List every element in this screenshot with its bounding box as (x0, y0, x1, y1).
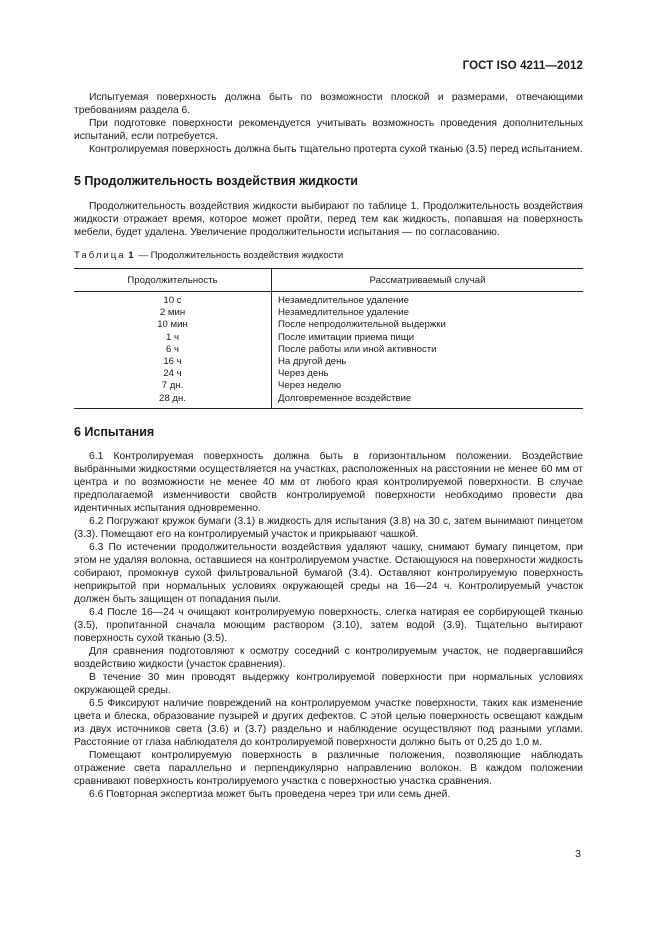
duration-cell: 1 ч (74, 332, 272, 344)
duration-table (74, 268, 583, 409)
page-number: 3 (575, 848, 581, 860)
case-cell: Незамедлительное удаление (278, 295, 409, 306)
table-row (74, 332, 583, 344)
duration-cell: 10 мин (74, 319, 272, 331)
duration-cell: 24 ч (74, 368, 272, 380)
case-cell: После имитации приема пищи (278, 331, 415, 343)
section-6-paragraph: Для сравнения подготовляют к осмотру соседний с контролируемым участок, не подвергавшийся воздействию жидкости (участок сравнения). (74, 645, 583, 670)
table-caption-number: 1 (128, 250, 134, 261)
case-cell: На другой день (278, 356, 347, 368)
table-header-row (74, 269, 583, 292)
section-6-paragraph: 6.2 Погружают кружок бумаги (3.1) в жидкость для испытания (3.8) на 30 с, затем вынимают пинцетом (3.3). Помещают его на контролируемый участок и прикрывают чашкой. (74, 515, 583, 540)
section-6-paragraph: 6.4 После 16—24 ч очищают контролируемую поверхность, слегка натирая ее сорбирующей тканью (3.5), пропитанной сначала моющим раствором (3.10), затем водой (3.9). Тщательно вытирают поверхность сухой тканью (3.5). (74, 606, 583, 644)
table-row (74, 292, 583, 308)
table-caption-text: — Продолжительность воздействия жидкости (138, 250, 344, 261)
table-row (74, 393, 583, 409)
column-header-case: Рассматриваемый случай (272, 269, 584, 292)
section-6-paragraph: 6.6 Повторная экспертиза может быть проведена через три или семь дней. (89, 788, 451, 800)
section-6-heading: 6 Испытания (74, 424, 155, 439)
intro-paragraph: При подготовке поверхности рекомендуется учитывать возможность проведения дополнительных испытаний, если потребуется. (74, 118, 583, 142)
section-6-paragraph: В течение 30 мин проводят выдержку контролируемой поверхности при нормальных условиях окружающей среды. (74, 671, 583, 696)
duration-cell: 10 с (74, 292, 272, 308)
case-cell: После непродолжительной выдержки (278, 319, 446, 331)
intro-paragraph: Контролируемая поверхность должна быть тщательно протерта сухой тканью (3.5) перед испытанием. (89, 144, 583, 155)
table-row (74, 356, 583, 368)
table-row (74, 307, 583, 319)
duration-cell: 16 ч (74, 356, 272, 368)
duration-cell: 7 дн. (74, 380, 272, 392)
case-cell: Незамедлительное удаление (278, 307, 409, 319)
duration-cell: 2 мин (74, 307, 272, 319)
table-row (74, 368, 583, 380)
case-cell: Долговременное воздействие (272, 393, 584, 409)
table-row (74, 319, 583, 331)
section-6-paragraph: 6.3 По истечении продолжительности воздействия удаляют чашку, снимают бумагу пинцетом, при этом не удаляя волокна, оставшиеся на контролируемом участке. Остающуюся на поверхности жидкость собирают, промокнув сухой фильтровальной бумагой (3.4). Оставляют контролируемую поверхность неприкрытой при нормальных условиях окружающей среды на 16—24 ч. Контролируемый участок должен быть защищен от попадания пыли. (74, 541, 583, 605)
duration-cell: 6 ч (74, 344, 272, 356)
table-row (74, 380, 583, 392)
section-5-heading: 5 Продолжительность воздействия жидкости (74, 174, 358, 188)
section-5-paragraph: Продолжительность воздействия жидкости выбирают по таблице 1. Продолжительность воздействия жидкости отражает время, которое может пройти, перед тем как жидкость, попавшая на поверхность мебели, будет удалена. Увеличение продолжительности испытания — по согласованию. (74, 201, 583, 238)
table-row (74, 344, 583, 356)
column-header-duration: Продолжительность (74, 269, 272, 292)
case-cell: После работы или иной активности (278, 343, 437, 355)
document-body (74, 91, 583, 801)
duration-cell: 28 дн. (74, 393, 272, 409)
case-cell: Через день (278, 368, 329, 380)
intro-paragraph: Испытуемая поверхность должна быть по возможности плоской и размерами, отвечающими требованиям раздела 6. (74, 92, 583, 116)
section-6-paragraph: 6.1 Контролируемая поверхность должна быть в горизонтальном положении. Воздействие выбранными жидкостями осуществляется на участках, расположенных на расстоянии не менее 60 мм от центра и по возможности не менее 40 мм от любого края контролируемой поверхности. В случае предполагаемой изменчивости свойств контролируемой поверхности необходимо провести два идентичных испытания одновременно. (74, 450, 583, 514)
section-6-paragraph: 6.5 Фиксируют наличие повреждений на контролируемом участке поверхности, таких как изменение цвета и блеска, образование пузырей и других дефектов. С этой целью поверхность освещают каждым из двух источников света (3.6) и (3.7) раздельно и наблюдение осуществляют под разными углами. Расстояние от глаза наблюдателя до контролируемой поверхности должно быть от 0,25 до 1,0 м. (74, 697, 583, 748)
document-header: ГОСТ ISO 4211—2012 (462, 60, 583, 72)
table-caption (74, 249, 583, 262)
section-6-paragraph: Помещают контролируемую поверхность в различные положения, позволяющие наблюдать отражение света параллельно и перпендикулярно направлению волокон. В каждом положении сравнивают поверхность контролируемого участка с поверхностью участка сравнения. (74, 749, 583, 787)
case-cell: Через неделю (278, 380, 342, 392)
table-caption-word: Таблица (74, 250, 126, 261)
